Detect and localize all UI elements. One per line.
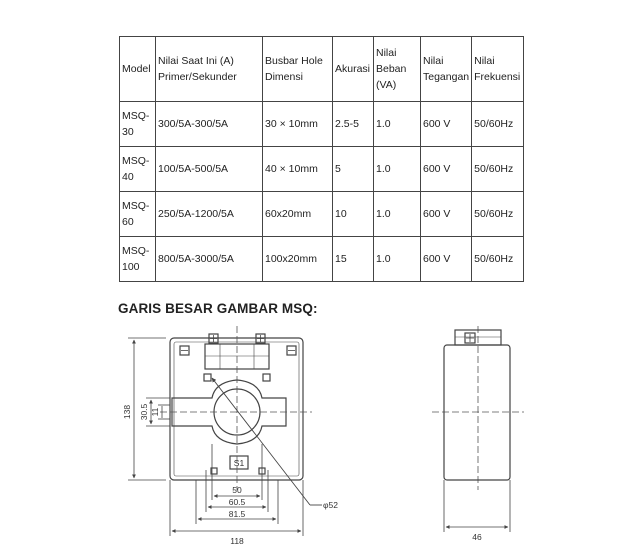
dim-width-81-5: 81.5 — [228, 509, 246, 519]
cell-accuracy: 15 — [333, 237, 374, 282]
cell-accuracy: 5 — [333, 147, 374, 192]
cell-busbar: 100x20mm — [263, 237, 333, 282]
drawing-heading: GARIS BESAR GAMBAR MSQ: — [118, 301, 318, 316]
dim-width-50: 50 — [232, 485, 242, 495]
cell-voltage: 600 V — [421, 147, 472, 192]
header-model: Model — [120, 37, 156, 102]
terminal-label: S1 — [233, 458, 245, 468]
cell-frequency: 50/60Hz — [472, 237, 524, 282]
cell-voltage: 600 V — [421, 102, 472, 147]
cell-model: MSQ- 40 — [120, 147, 156, 192]
cell-busbar: 60x20mm — [263, 192, 333, 237]
cell-model: MSQ- 60 — [120, 192, 156, 237]
cell-burden: 1.0 — [374, 237, 421, 282]
dim-width-total: 118 — [230, 536, 244, 546]
dim-width-60-5: 60.5 — [228, 497, 246, 507]
cell-rating: 250/5A-1200/5A — [156, 192, 263, 237]
side-view-body — [444, 345, 510, 480]
cell-burden: 1.0 — [374, 102, 421, 147]
cell-rating: 800/5A-3000/5A — [156, 237, 263, 282]
cell-accuracy: 10 — [333, 192, 374, 237]
dim-height-window: 30.5 — [139, 403, 149, 421]
cell-voltage: 600 V — [421, 237, 472, 282]
cell-busbar: 30 × 10mm — [263, 102, 333, 147]
cell-voltage: 600 V — [421, 192, 472, 237]
cell-burden: 1.0 — [374, 192, 421, 237]
header-burden: Nilai Beban (VA) — [374, 37, 421, 102]
dim-height-total: 138 — [122, 404, 132, 420]
header-busbar-hole: Busbar Hole Dimensi — [263, 37, 333, 102]
header-rated-current: Nilai Saat Ini (A) Primer/Sekunder — [156, 37, 263, 102]
cell-burden: 1.0 — [374, 147, 421, 192]
cell-frequency: 50/60Hz — [472, 147, 524, 192]
cell-accuracy: 2.5-5 — [333, 102, 374, 147]
cell-frequency: 50/60Hz — [472, 192, 524, 237]
dim-side-depth: 46 — [472, 532, 482, 542]
header-frequency: Nilai Frekuensi — [472, 37, 524, 102]
dim-hole-diameter: φ52 — [323, 500, 338, 510]
busbar-window — [172, 380, 286, 444]
cell-busbar: 40 × 10mm — [263, 147, 333, 192]
cell-frequency: 50/60Hz — [472, 102, 524, 147]
dim-height-inner: 11 — [150, 407, 160, 417]
cell-model: MSQ- 100 — [120, 237, 156, 282]
cell-rating: 100/5A-500/5A — [156, 147, 263, 192]
header-accuracy: Akurasi — [333, 37, 374, 102]
cell-model: MSQ- 30 — [120, 102, 156, 147]
header-voltage: Nilai Tegangan — [421, 37, 472, 102]
cell-rating: 300/5A-300/5A — [156, 102, 263, 147]
